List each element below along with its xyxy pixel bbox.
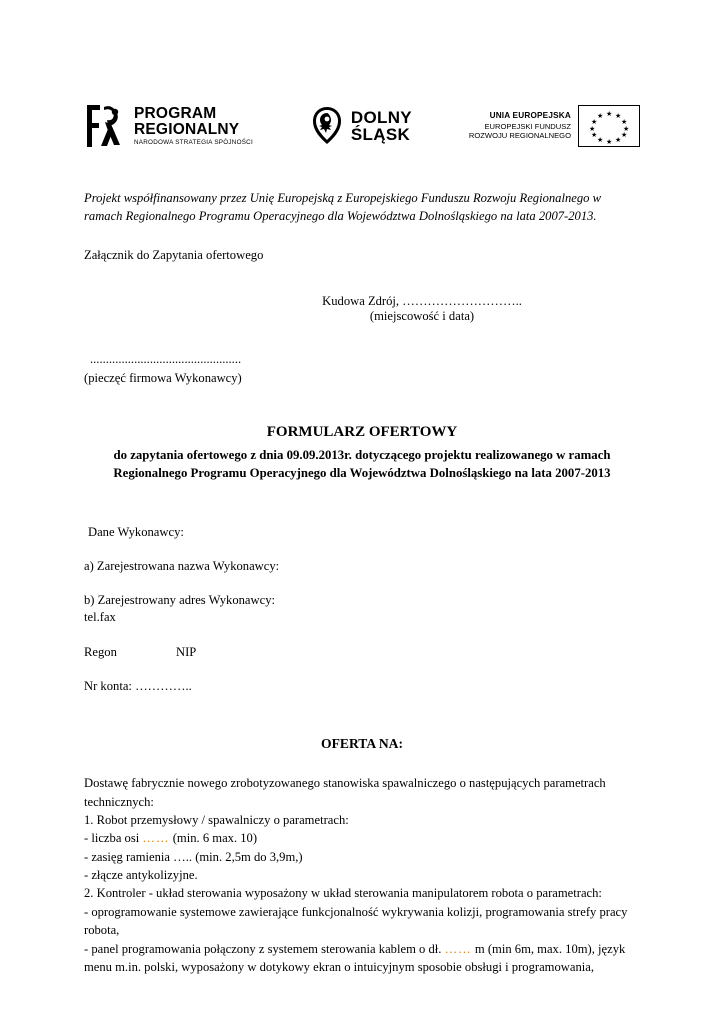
contractor-account-row: Nr konta: …………..: [84, 679, 192, 694]
regon-label: Regon: [84, 645, 117, 660]
attachment-line: Załącznik do Zapytania ofertowego: [84, 247, 264, 262]
ue-line-1: UNIA EUROPEJSKA: [489, 111, 571, 121]
ue-line-2: EUROPEJSKI FUNDUSZ: [484, 121, 571, 131]
ue-wordmark: [469, 111, 571, 140]
fax-label: fax: [99, 609, 116, 624]
offer-paragraph: - złącze antykolizyjne.: [84, 868, 198, 882]
place-and-date: Kudowa Zdrój, ………………………..: [322, 294, 522, 308]
offer-paragraph: 1. Robot przemysłowy / spawalniczy o parametrach:: [84, 812, 349, 827]
place-and-date-caption: (miejscowość i data): [369, 309, 475, 323]
stamp-caption: (pieczęć firmowa Wykonawcy): [84, 370, 242, 385]
program-regionalny-figure-icon: [84, 103, 126, 149]
pr-line-3: NARODOWA STRATEGIA SPÓJNOŚCI: [134, 138, 253, 146]
offer-paragraph: 2. Kontroler - układ sterowania wyposażony w układ sterowania manipulatorem robota o parametrach:: [84, 886, 602, 901]
eu-flag-icon: ★ ★ ★ ★ ★ ★ ★ ★ ★ ★ ★ ★: [578, 105, 640, 147]
dolny-slask-wordmark: [351, 109, 412, 143]
contractor-data-heading: Dane Wykonawcy:: [88, 524, 184, 539]
offer-paragraph: - panel programowania połączony z systemem sterowania kablem o dł. …… m (min 6m, max. 10m), język menu m.in. polski, wyposażony w dotykowy ekran o intuicyjnym sposobie obsługi i programowania,: [84, 941, 626, 974]
nip-label: NIP: [176, 645, 197, 660]
offer-paragraph: - oprogramowanie systemowe zawierające funkcjonalność wykrywania kolizji, programowania strefy pracy robota,: [84, 904, 628, 938]
program-regionalny-wordmark: [134, 106, 253, 146]
ds-line-2: ŚLĄSK: [350, 125, 411, 144]
company-stamp-area: [84, 350, 640, 388]
offer-section-title: OFERTA NA:: [321, 736, 403, 752]
contractor-name-field: a) Zarejestrowana nazwa Wykonawcy:: [84, 558, 280, 573]
logo-unia-europejska: [469, 105, 640, 147]
offer-paragraph: - zasięg ramienia ….. (min. 2,5m do 3,9m,): [84, 849, 303, 864]
ds-line-1: DOLNY: [350, 108, 412, 127]
stamp-dotted-line: ................................................: [90, 352, 242, 366]
contractor-regon-nip-row: [84, 645, 640, 660]
pr-line-1: PROGRAM: [134, 104, 217, 122]
logo-program-regionalny: [84, 103, 253, 149]
project-financing-note: Projekt współfinansowany przez Unię Europejską z Europejskiego Funduszu Rozwoju Regionalnego w ramach Regionalnego Programu Operacyjnego dla Województwa Dolnośląskiego na lata 2007-2013.: [84, 191, 602, 223]
logo-dolny-slask: [310, 106, 412, 146]
dolny-slask-eagle-icon: [310, 106, 344, 146]
pr-line-2: REGIONALNY: [134, 120, 240, 138]
offer-paragraph: - liczba osi …… (min. 6 max. 10): [84, 831, 258, 846]
logo-band: [84, 96, 640, 156]
document-body: [84, 96, 640, 976]
contractor-tel-fax-row: [84, 608, 640, 626]
ue-line-3: ROZWOJU REGIONALNEGO: [468, 131, 571, 141]
offer-specification: [84, 774, 640, 976]
offer-paragraph: Dostawę fabrycznie nowego zrobotyzowanego stanowiska spawalniczego o następujących parametrach technicznych:: [84, 776, 606, 809]
page-title: FORMULARZ OFERTOWY: [266, 423, 458, 440]
tel-label: tel.: [84, 609, 100, 624]
contractor-address-field: b) Zarejestrowany adres Wykonawcy:: [84, 592, 275, 607]
page-subtitle: do zapytania ofertowego z dnia 09.09.2013r. dotyczącego projektu realizowanego w ramach Regionalnego Programu Operacyjnego dla Województwa Dolnośląskiego na lata 2007-2013: [113, 447, 611, 481]
